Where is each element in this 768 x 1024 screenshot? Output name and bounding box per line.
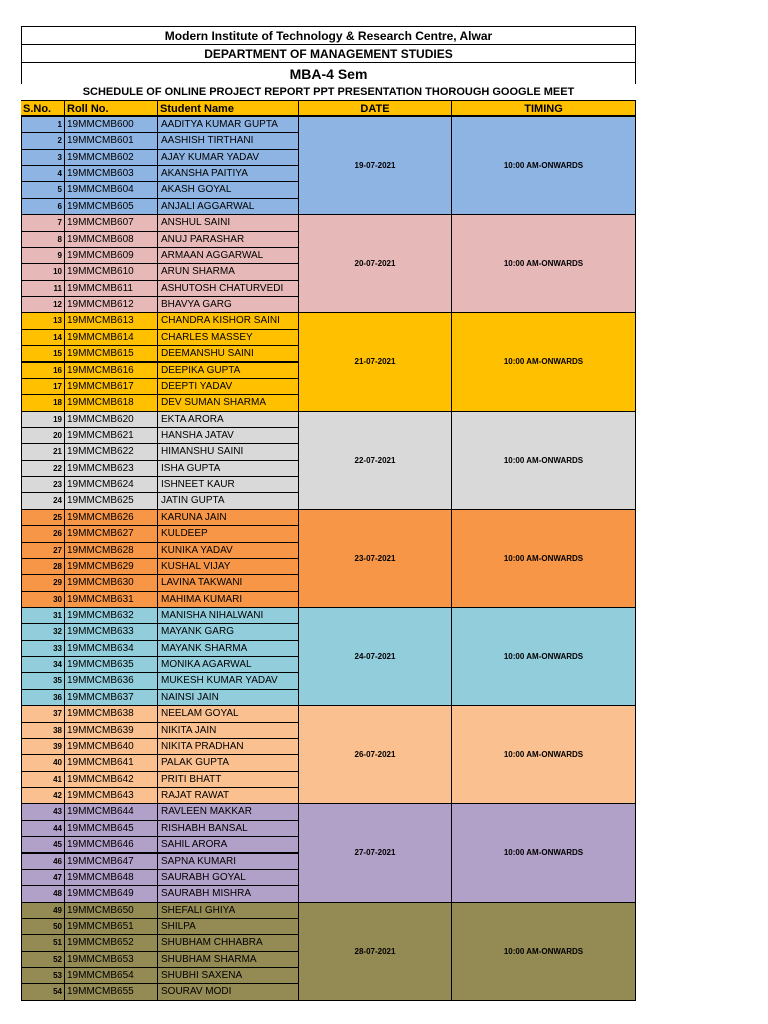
student-sno: 7 [21, 214, 65, 231]
student-name: ARUN SHARMA [157, 263, 299, 280]
group-timing: 10:00 AM-ONWARDS [451, 509, 636, 608]
student-roll: 19MMCMB628 [64, 542, 158, 559]
col-header-roll: Roll No. [64, 100, 157, 116]
student-roll: 19MMCMB613 [64, 312, 158, 329]
group-date: 22-07-2021 [298, 411, 452, 510]
student-sno: 37 [21, 705, 65, 722]
student-name: PALAK GUPTA [157, 754, 299, 771]
student-sno: 2 [21, 132, 65, 149]
student-name: KUNIKA YADAV [157, 542, 299, 559]
student-name: NEELAM GOYAL [157, 705, 299, 722]
col-header-timing: TIMING [451, 100, 636, 116]
group-date: 23-07-2021 [298, 509, 452, 608]
student-roll: 19MMCMB639 [64, 722, 158, 739]
student-sno: 1 [21, 116, 65, 133]
student-roll: 19MMCMB618 [64, 394, 158, 411]
group-timing: 10:00 AM-ONWARDS [451, 411, 636, 510]
student-sno: 42 [21, 787, 65, 804]
student-name: NIKITA PRADHAN [157, 738, 299, 755]
group-timing: 10:00 AM-ONWARDS [451, 312, 636, 411]
group-timing: 10:00 AM-ONWARDS [451, 705, 636, 804]
student-roll: 19MMCMB654 [64, 967, 158, 984]
student-roll: 19MMCMB634 [64, 640, 158, 657]
student-name: AKASH GOYAL [157, 181, 299, 198]
student-roll: 19MMCMB602 [64, 149, 158, 166]
student-sno: 31 [21, 607, 65, 624]
student-name: AJAY KUMAR YADAV [157, 149, 299, 166]
student-sno: 8 [21, 231, 65, 248]
student-name: SHILPA [157, 918, 299, 935]
student-sno: 35 [21, 672, 65, 689]
student-sno: 34 [21, 656, 65, 673]
student-roll: 19MMCMB621 [64, 427, 158, 444]
student-sno: 51 [21, 934, 65, 951]
student-name: CHANDRA KISHOR SAINI [157, 312, 299, 329]
student-name: MANISHA NIHALWANI [157, 607, 299, 624]
student-roll: 19MMCMB603 [64, 165, 158, 182]
student-name: KARUNA JAIN [157, 509, 299, 526]
student-roll: 19MMCMB649 [64, 885, 158, 902]
group-timing: 10:00 AM-ONWARDS [451, 607, 636, 706]
student-roll: 19MMCMB642 [64, 771, 158, 788]
student-name: SHUBHI SAXENA [157, 967, 299, 984]
student-sno: 50 [21, 918, 65, 935]
student-roll: 19MMCMB647 [64, 853, 158, 870]
student-roll: 19MMCMB632 [64, 607, 158, 624]
student-roll: 19MMCMB644 [64, 803, 158, 820]
student-roll: 19MMCMB612 [64, 296, 158, 313]
student-roll: 19MMCMB645 [64, 820, 158, 837]
student-roll: 19MMCMB624 [64, 476, 158, 493]
student-sno: 39 [21, 738, 65, 755]
department-title: DEPARTMENT OF MANAGEMENT STUDIES [21, 44, 636, 62]
student-roll: 19MMCMB638 [64, 705, 158, 722]
col-header-name: Student Name [157, 100, 298, 116]
student-sno: 17 [21, 378, 65, 395]
student-name: HIMANSHU SAINI [157, 443, 299, 460]
student-roll: 19MMCMB616 [64, 362, 158, 379]
student-roll: 19MMCMB653 [64, 951, 158, 968]
schedule-title: SCHEDULE OF ONLINE PROJECT REPORT PPT PRESENTATION THOROUGH GOOGLE MEET [21, 84, 636, 100]
student-sno: 5 [21, 181, 65, 198]
student-sno: 23 [21, 476, 65, 493]
student-roll: 19MMCMB641 [64, 754, 158, 771]
student-roll: 19MMCMB605 [64, 198, 158, 215]
student-roll: 19MMCMB633 [64, 623, 158, 640]
student-roll: 19MMCMB648 [64, 869, 158, 886]
student-roll: 19MMCMB623 [64, 460, 158, 477]
student-roll: 19MMCMB655 [64, 983, 158, 1000]
student-roll: 19MMCMB607 [64, 214, 158, 231]
student-name: NIKITA JAIN [157, 722, 299, 739]
student-roll: 19MMCMB622 [64, 443, 158, 460]
group-date: 27-07-2021 [298, 803, 452, 902]
group-date: 26-07-2021 [298, 705, 452, 804]
student-sno: 36 [21, 689, 65, 706]
student-sno: 52 [21, 951, 65, 968]
student-roll: 19MMCMB608 [64, 231, 158, 248]
student-name: JATIN GUPTA [157, 492, 299, 509]
student-name: ARMAAN AGGARWAL [157, 247, 299, 264]
student-name: ISHNEET KAUR [157, 476, 299, 493]
student-sno: 12 [21, 296, 65, 313]
student-name: AADITYA KUMAR GUPTA [157, 116, 299, 133]
student-sno: 15 [21, 345, 65, 362]
student-name: BHAVYA GARG [157, 296, 299, 313]
student-sno: 18 [21, 394, 65, 411]
student-roll: 19MMCMB626 [64, 509, 158, 526]
student-sno: 49 [21, 902, 65, 919]
student-roll: 19MMCMB615 [64, 345, 158, 362]
student-roll: 19MMCMB640 [64, 738, 158, 755]
student-name: DEEPIKA GUPTA [157, 362, 299, 379]
col-header-sno: S.No. [21, 100, 64, 116]
student-name: ANSHUL SAINI [157, 214, 299, 231]
student-sno: 13 [21, 312, 65, 329]
student-name: HANSHA JATAV [157, 427, 299, 444]
student-name: SAURABH MISHRA [157, 885, 299, 902]
student-roll: 19MMCMB627 [64, 525, 158, 542]
group-date: 20-07-2021 [298, 214, 452, 313]
student-name: RISHABH BANSAL [157, 820, 299, 837]
student-name: RAVLEEN MAKKAR [157, 803, 299, 820]
student-name: MUKESH KUMAR YADAV [157, 672, 299, 689]
student-roll: 19MMCMB630 [64, 574, 158, 591]
student-name: SHUBHAM SHARMA [157, 951, 299, 968]
student-roll: 19MMCMB635 [64, 656, 158, 673]
group-date: 28-07-2021 [298, 902, 452, 1001]
student-roll: 19MMCMB643 [64, 787, 158, 804]
student-roll: 19MMCMB651 [64, 918, 158, 935]
student-name: ANUJ PARASHAR [157, 231, 299, 248]
student-sno: 47 [21, 869, 65, 886]
student-name: AASHISH TIRTHANI [157, 132, 299, 149]
student-roll: 19MMCMB625 [64, 492, 158, 509]
col-header-date: DATE [298, 100, 451, 116]
student-sno: 19 [21, 411, 65, 428]
student-name: KULDEEP [157, 525, 299, 542]
group-timing: 10:00 AM-ONWARDS [451, 214, 636, 313]
student-sno: 11 [21, 280, 65, 297]
student-name: LAVINA TAKWANI [157, 574, 299, 591]
student-roll: 19MMCMB631 [64, 591, 158, 608]
student-sno: 4 [21, 165, 65, 182]
student-sno: 41 [21, 771, 65, 788]
student-name: SOURAV MODI [157, 983, 299, 1000]
student-roll: 19MMCMB652 [64, 934, 158, 951]
student-roll: 19MMCMB611 [64, 280, 158, 297]
student-name: EKTA ARORA [157, 411, 299, 428]
student-name: PRITI BHATT [157, 771, 299, 788]
student-sno: 3 [21, 149, 65, 166]
student-name: KUSHAL VIJAY [157, 558, 299, 575]
student-roll: 19MMCMB620 [64, 411, 158, 428]
student-sno: 28 [21, 558, 65, 575]
student-sno: 46 [21, 853, 65, 870]
student-name: SHUBHAM CHHABRA [157, 934, 299, 951]
student-roll: 19MMCMB617 [64, 378, 158, 395]
student-name: MAYANK SHARMA [157, 640, 299, 657]
student-sno: 32 [21, 623, 65, 640]
student-roll: 19MMCMB636 [64, 672, 158, 689]
student-name: ANJALI AGGARWAL [157, 198, 299, 215]
student-sno: 10 [21, 263, 65, 280]
student-roll: 19MMCMB614 [64, 329, 158, 346]
student-name: ASHUTOSH CHATURVEDI [157, 280, 299, 297]
student-name: NAINSI JAIN [157, 689, 299, 706]
student-name: DEEPTI YADAV [157, 378, 299, 395]
student-name: CHARLES MASSEY [157, 329, 299, 346]
student-roll: 19MMCMB610 [64, 263, 158, 280]
student-sno: 54 [21, 983, 65, 1000]
student-name: AKANSHA PAITIYA [157, 165, 299, 182]
group-date: 24-07-2021 [298, 607, 452, 706]
institute-title: Modern Institute of Technology & Research Centre, Alwar [21, 26, 636, 44]
student-sno: 27 [21, 542, 65, 559]
student-sno: 21 [21, 443, 65, 460]
student-sno: 53 [21, 967, 65, 984]
student-roll: 19MMCMB650 [64, 902, 158, 919]
student-sno: 44 [21, 820, 65, 837]
student-sno: 24 [21, 492, 65, 509]
student-sno: 16 [21, 362, 65, 379]
student-sno: 22 [21, 460, 65, 477]
program-title: MBA-4 Sem [21, 62, 636, 84]
student-name: RAJAT RAWAT [157, 787, 299, 804]
student-sno: 14 [21, 329, 65, 346]
student-name: DEV SUMAN SHARMA [157, 394, 299, 411]
student-sno: 45 [21, 836, 65, 853]
column-header-row [21, 100, 636, 116]
student-roll: 19MMCMB637 [64, 689, 158, 706]
student-name: MAYANK GARG [157, 623, 299, 640]
student-name: SAPNA KUMARI [157, 853, 299, 870]
student-roll: 19MMCMB600 [64, 116, 158, 133]
student-name: SAURABH GOYAL [157, 869, 299, 886]
group-timing: 10:00 AM-ONWARDS [451, 803, 636, 902]
group-timing: 10:00 AM-ONWARDS [451, 902, 636, 1001]
group-date: 19-07-2021 [298, 116, 452, 215]
student-sno: 29 [21, 574, 65, 591]
student-sno: 43 [21, 803, 65, 820]
student-sno: 20 [21, 427, 65, 444]
student-name: DEEMANSHU SAINI [157, 345, 299, 362]
student-sno: 38 [21, 722, 65, 739]
student-name: MONIKA AGARWAL [157, 656, 299, 673]
student-name: SAHIL ARORA [157, 836, 299, 853]
student-sno: 25 [21, 509, 65, 526]
student-sno: 48 [21, 885, 65, 902]
student-name: SHEFALI GHIYA [157, 902, 299, 919]
student-sno: 40 [21, 754, 65, 771]
student-name: ISHA GUPTA [157, 460, 299, 477]
student-sno: 9 [21, 247, 65, 264]
student-roll: 19MMCMB629 [64, 558, 158, 575]
student-sno: 30 [21, 591, 65, 608]
student-roll: 19MMCMB604 [64, 181, 158, 198]
student-name: MAHIMA KUMARI [157, 591, 299, 608]
student-sno: 6 [21, 198, 65, 215]
group-timing: 10:00 AM-ONWARDS [451, 116, 636, 215]
group-date: 21-07-2021 [298, 312, 452, 411]
student-roll: 19MMCMB609 [64, 247, 158, 264]
student-roll: 19MMCMB601 [64, 132, 158, 149]
student-sno: 33 [21, 640, 65, 657]
student-sno: 26 [21, 525, 65, 542]
student-roll: 19MMCMB646 [64, 836, 158, 853]
